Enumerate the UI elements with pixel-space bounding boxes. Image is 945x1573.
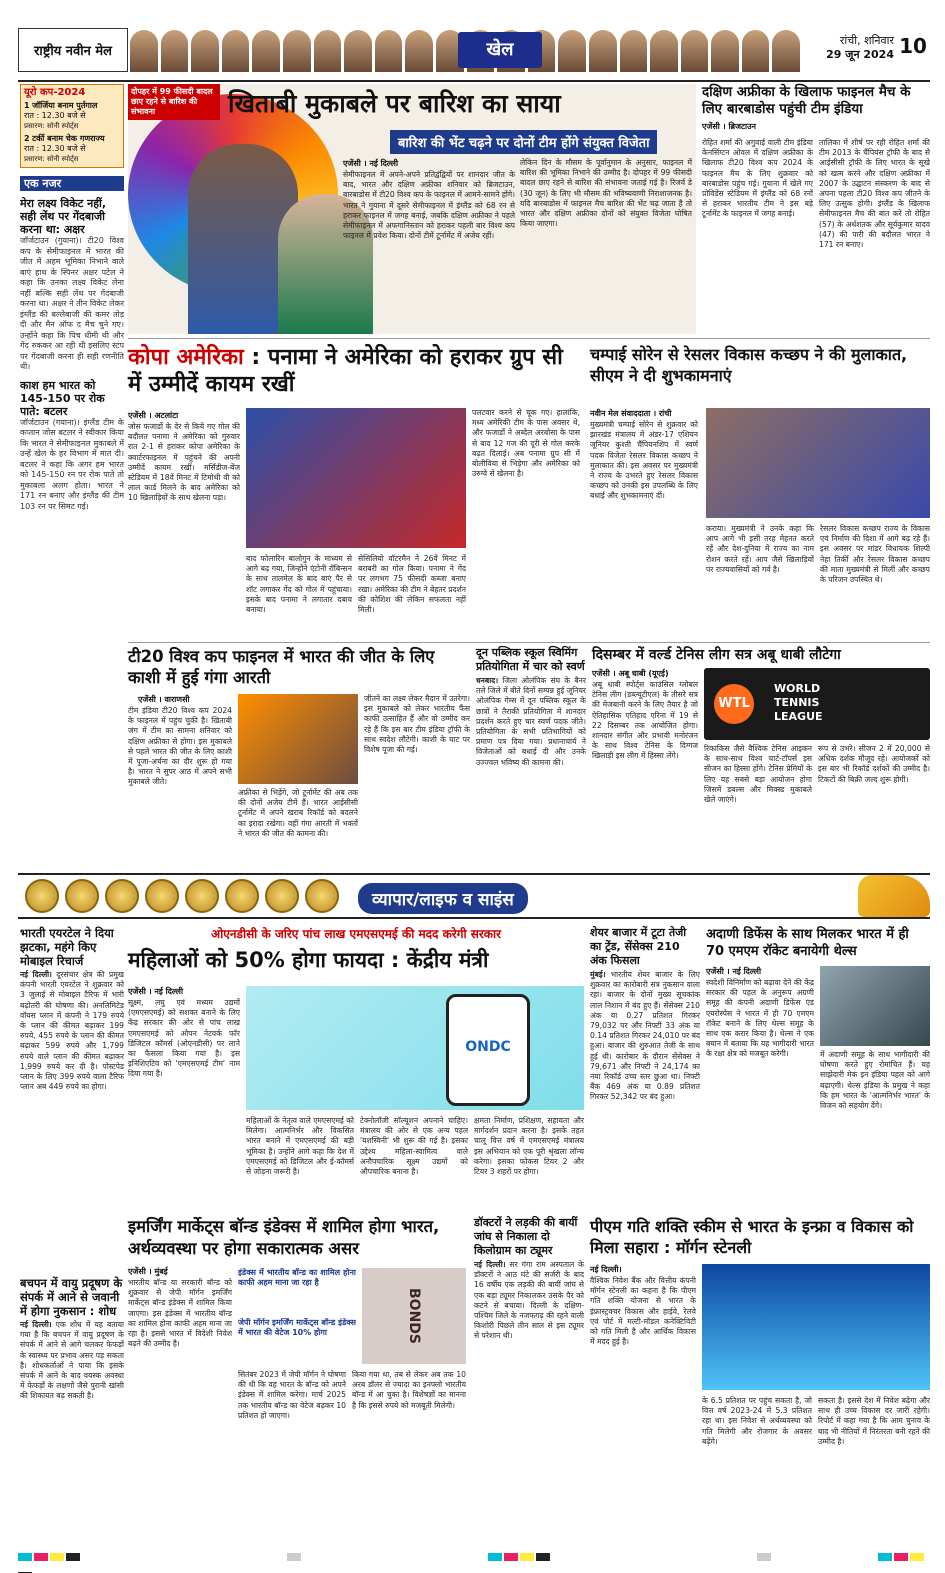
pollution-body: एक शोध में यह बताया गया है कि बचपन में वायु प्रदूषण के संपर्क में आने से आगे चलकर फेफड़ों के स्वास्थ्य पर प्रभाव असर पड़ सकता है। शोधकर्ताओं ने पाया कि इसके संपर्क में आने के बाद वयस्क अवस्था में फेफड़ों के लक्षणों जैसे पुरानी खांसी की शिकायत बढ़ सकती है।: [20, 1320, 124, 1401]
gati-col-1: वैश्विक निवेश बैंक और वित्तीय कंपनी मॉर्गन स्टेनली का कहना है कि पीएम गति शक्ति योजना से भारत के इंफ्रास्ट्रक्चर विकास और हाईवे, रेलवे एवं पोर्ट में मल्टी-मॉडल कनेक्टिविटी को गति मिली है और आर्थिक विकास में मदद हुई है।: [590, 1276, 696, 1347]
pollution-byline: नई दिल्ली।: [20, 1320, 52, 1329]
emerging-headline: इमर्जिंग मार्केट्स बॉन्ड इंडेक्स में शामिल होगा भारत, अर्थव्यवस्था पर होगा सकारात्मक असर: [128, 1217, 440, 1258]
match-2: टर्की बनाम चेक गणराज्य: [32, 134, 105, 143]
varanasi-headline: टी20 विश्व कप फाइनल में भारत की जीत के लिए काशी में हुई गंगा आरती: [128, 647, 435, 687]
hero-headline: खिताबी मुकाबले पर बारिश का साया: [228, 89, 561, 118]
airtel-body: दूरसंचार क्षेत्र की प्रमुख कंपनी भारती एयरटेल ने शुक्रवार को 3 जुलाई से मोबाइल टैरिफ में भारी बढ़ोतरी की घोषणा की। अनलिमिटेड वॉयस प्लान में कंपनी ने 179 रुपये के प्लान की कीमत बढ़ाकर 199 रुपये, 455 रुपये के प्लान की कीमत बढ़ाकर 599 रुपये और 1,799 रुपये वाले प्लान की कीमत बढ़ाकर 1,999 रुपये कर दी है। पोस्टपेड प्लान के लिए 399 रुपये वाला टैरिफ प्लान अब 449 रुपये का होगा।: [20, 970, 124, 1092]
copa-label: कोपा अमेरिका: [128, 345, 244, 370]
match-1-no: 1: [24, 101, 30, 110]
section-label: खेल: [458, 32, 542, 68]
airtel-byline: नई दिल्ली।: [20, 970, 52, 979]
hero-subheadline: बारिश की भेंट चढ़ने पर दोनों टीम होंगे संयुक्त विजेता: [390, 130, 657, 154]
tennis-headline: दिसम्बर में वर्ल्ड टेनिस लीग सत्र अबू धाबी लौटेगा: [592, 647, 841, 663]
copa-col-3: सेसिलियो वॉटरमैन ने 26वें मिनट में बराबरी का गोल किया। पनामा ने गेंद पर लगभग 75 फीसदी कब्जा बनाए रखा। अमेरिका की टीम ने बेहतर प्रदर्शन की कोशिश की लेकिन सफलता नहीं मिली।: [358, 554, 466, 615]
dun-byline: धनबाद।: [476, 676, 499, 685]
pollution-headline: बचपन में वायु प्रदूषण के संपर्क में आने से जवानी में होगा नुकसान : शोध: [20, 1276, 123, 1318]
tennis-story: [592, 646, 930, 868]
wtl-text-3: LEAGUE: [774, 710, 823, 723]
gati-col-3: सकता है। इससे देश में निवेश बढ़ेगा और साथ ही उच्च विकास दर जारी रहेगी। रिपोर्ट में कहा गया है कि आम चुनाव के बाद भी नीतियों में निरंतरता बनी रहने की उम्मीद है।: [818, 1396, 930, 1446]
match-2-no: 2: [24, 134, 30, 143]
page-header: [18, 28, 930, 78]
gati-headline: पीएम गति शक्ति स्कीम से भारत के इन्फ्रा व विकास को मिला सहारा : मॉर्गन स्टेनली: [590, 1217, 914, 1257]
varanasi-col-1: टीम इंडिया टी20 विश्व कप 2024 के फाइनल में पहुंच चुकी है। खिताबी जंग में टीम का सामना शनिवार को दक्षिण अफ्रीका से होगा। इस मुकाबले से पहले भारत की जीत के लिए काशी में पूजा-अर्चना का दौर शुरू हो गया है। भारत ने सुपर आठ में अपने सभी मुकाबले जीते।: [128, 706, 232, 787]
copa-col-2: बाद फोलारिन बालोगुन के माध्यम से आगे बढ़ गया, जिन्होंने एंटोनी रॉबिन्सन के साथ तालमेल के बाद बाएं पैर से शॉट लगाकर गेंद को गोल में पहुंचाया। इसके बाद पनामा ने लगातार दबाव बनाया।: [246, 554, 352, 615]
wtl-text-2: TENNIS: [774, 696, 820, 709]
match-2-broadcast: प्रसारण: सोनी स्पोर्ट्स: [24, 155, 79, 163]
emerging-col-1: भारतीय बॉन्ड या सरकारी बॉन्ड को शुक्रवार से जेपी मॉर्गन इमर्जिंग मार्केट्स बॉन्ड इंडेक्स में शामिल किया जाएगा। इस इंडेक्स में भारतीय बॉन्ड का शामिल होना काफी अहम माना जा रहा है। इससे भारत में विदेशी निवेश बढ़ने की उम्मीद है।: [128, 1278, 232, 1349]
share-byline: मुंबई।: [590, 970, 606, 979]
page-number: 10: [899, 34, 927, 58]
bonds-image: BONDS: [362, 1268, 466, 1364]
sa-col-1: रोहित शर्मा की अगुवाई वाली टीम इंडिया केनसिंग्टन ओवल में दक्षिण अफ्रीका के खिलाफ टी20 विश्व कप 2024 के फाइनल मैच के लिए शुक्रवार को बारबाडोस पहुंच गई। गुयाना में खेले गए प्रोविडेंस स्टेडियम में इंग्लैंड को 68 रनों से हराकर भारतीय टीम ने इस बड़े टूर्नामेंट के फाइनल में जगह बनाई।: [702, 138, 813, 219]
varanasi-story: [128, 646, 470, 868]
date-city: रांची, शनिवार: [839, 34, 894, 47]
ondc-col-3: टेक्नोलॉजी सॉल्यूशन अपनाने चाहिए। मंत्रालय की ओर से एक अन्य पहल 'यशस्विनी' भी शुरू की गई है। इसका उद्देश्य महिला-स्वामित्व वाले अनौपचारिक सूक्ष्म उद्यमों को औपचारिक बनाना है।: [360, 1116, 468, 1177]
left-column: [20, 84, 124, 884]
header-rule: [18, 80, 930, 82]
airtel-headline: भारती एयरटेल ने दिया झटका, महंगे किए मोबाइल रिचार्ज: [20, 926, 114, 968]
buttler-headline: काश हम भारत को 145-150 पर रोक पाते: बटलर: [20, 378, 105, 418]
emerging-bullet-2: जेपी मॉर्गन इमर्जिंग मार्केट्स बॉन्ड इंडेक्स में भारत की वेटेज 10% होगा: [238, 1318, 356, 1338]
champai-story: [590, 344, 930, 640]
hero-col-1: सेमीफाइनल में अपने-अपने प्रतिद्वंद्वियों पर शानदार जीत के बाद, भारत और दक्षिण अफ्रीका शनिवार को ब्रिजटाउन, बारबाडोस में टी20 विश्व कप के फाइनल में आमने-सामने होंगे। भारत ने गुयाना में दूसरे सेमीफाइनल में इंग्लैंड को 68 रन से हराकर फाइनल में जगह बनाई, जबकि दक्षिण अफ्रीका ने पहले सेमीफाइनल में अफगानिस्तान को हराकर पहली बार विश्व कप फाइनल में प्रवेश किया। दोनों टीमें टूर्नामेंट में अजेय रहीं।: [343, 170, 515, 241]
axar-headline: मेरा लक्ष्य विकेट नहीं, सही लेंथ पर गेंदबाजी करना था: अक्षर: [20, 197, 107, 236]
copa-byline: एजेंसी । अटलांटा: [128, 411, 179, 420]
hero-story: [128, 84, 696, 334]
varanasi-col-3: जीतने का लक्ष्य लेकर मैदान में उतरेगा। इस मुकाबले को लेकर भारतीय फैंस काफी उत्साहित हैं और वो उम्मीद कर रहे हैं कि इस बार टीम इंडिया ट्रॉफी के साथ स्वदेश लौटेगी। काशी के घाट पर विशेष पूजा की गई।: [364, 694, 470, 755]
car-image: [858, 875, 930, 917]
ondc-logo: ONDC: [446, 994, 530, 1106]
euro-title: यूरो कप-2024: [24, 87, 86, 98]
dun-story: [476, 646, 586, 868]
copa-col-1: जोस फजार्डो के देर से किये गए गोल की बदौलत पनामा ने अमेरिका को गुरुवार रात 2-1 से हराकर कोपा अमेरिका के क्वार्टरफाइनल में पहुंचने की अपनी उम्मीदें कायम रखीं। मर्सिडीज-बेंज स्टेडियम में 18वें मिनट में टिमोथी वी को लाल कार्ड मिलने के बाद अमेरिका को 10 खिलाड़ियों के साथ खेलना पड़ा।: [128, 422, 240, 503]
adani-byline: एजेंसी । नई दिल्ली: [706, 967, 762, 976]
tennis-col-2: रिकाकिस जैसे वैश्विक टेनिस आइकन के साथ-साथ विश्व चार्ट-टॉपर्स इस सीजन का हिस्सा होंगे। टेनिस प्रेमियों के लिए यह सबसे बड़ा आयोजन होगा जिसमें डबल्स और मिक्स्ड मुकाबले खेले जाएंगे।: [704, 744, 812, 805]
dun-body: जिला ओलंपिक संघ के बैनर तले जिले में बीते दिनों सम्पन्न हुई जूनियर ओलंपिक गेम्स में दून पब्लिक स्कूल के छात्रों ने तैराकी प्रतियोगिता में शानदार प्रदर्शन करते हुए चार स्वर्ण पदक जीते। प्रतियोगिता के सभी प्रतिभागियों को प्रमाण पत्र दिया गया। प्रधानाचार्य ने विजेताओं को बधाई दी और उनके उज्ज्वल भविष्य की कामना की।: [476, 676, 586, 767]
varanasi-byline: एजेंसी । वाराणसी: [138, 695, 190, 704]
section-title: व्यापार/लाइफ व साइंस: [358, 883, 528, 914]
aarti-photo: [238, 694, 358, 784]
emerging-byline: एजेंसी । मुंबई: [128, 1267, 168, 1276]
coins-decor: [22, 875, 342, 921]
buttler-body: जॉर्जटाउन (गयाना)। इंग्लैंड टीम के कप्तान जोस बटलर ने स्वीकार किया कि भारत ने सेमीफाइनल मुकाबले में उन्हें खेल के हर विभाग में मात दी। बटलर ने कहा कि अगर हम भारत को 145-150 रन पर रोक पाते तो मुकाबला अलग होता। भारत ने 171 रन बनाए और इंग्लैंड की टीम 103 रन पर सिमट गई।: [20, 417, 124, 511]
copa-headline: पनामा ने अमेरिका को हराकर ग्रुप सी में उम्मीदें कायम रखीं: [128, 345, 563, 397]
sa-headline: दक्षिण अफ्रीका के खिलाफ फाइनल मैच के लिए बारबाडोस पहुंची टीम इंडिया: [702, 84, 911, 117]
airtel-story: [20, 926, 124, 1542]
hero-col-2: लेकिन दिन के मौसम के पूर्वानुमान के अनुसार, फाइनल में बारिश की भूमिका निभाने की उम्मीद है। दोपहर में 99 फीसदी बादल छाए रहने से बारिश की संभावना जताई गई है। रिजर्व डे (30 जून) के लिए भी मौसम की भविष्यवाणी निराशाजनक है। यदि बारबाडोस में फाइनल मैच बारिश की भेंट चढ़ जाता है तो भारत और दक्षिण अफ्रीका दोनों को संयुक्त विजेता घोषित किया जाएगा।: [520, 158, 692, 229]
tennis-col-1: अबू धाबी स्पोर्ट्स काउंसिल ग्लोबल टेनिस लीग (डब्ल्यूटीएल) के तीसरे सत्र की मेजबानी करने के लिए तैयार है जो ऐतिहासिक एतिहाद एरिना में 19 से 22 दिसम्बर तक आयोजित होगा। शानदार संगीत और प्रभावी मनोरंजन के साथ विश्व टेनिस के दिग्गज खिलाड़ी इस लीग में हिस्सा लेंगे।: [592, 680, 698, 761]
champai-byline: नवीन मेल संवाददाता । रांची: [590, 409, 672, 418]
ondc-image: [246, 986, 584, 1110]
gati-col-2: के 6.5 प्रतिशत पर पहुंच सकता है, जो वित्त वर्ष 2023-24 में 5.3 प्रतिशत रहा था। इस निवेश से अर्थव्यवस्था को गति मिलेगी और रोजगार के अवसर बढ़ेंगे।: [702, 1396, 812, 1446]
match-1-time: रात : 12.30 बजे से: [24, 111, 86, 120]
doctors-body: सर गंगा राम अस्पताल के डॉक्टरों ने आठ घंटे की सर्जरी के बाद 16 वर्षीय एक लड़की की बायीं जांघ से एक बड़ा ट्यूमर निकालकर उसके पैर को कटने से बचाया। दिल्ली के दक्षिण-पश्चिम जिले के नजफगढ़ की रहने वाली किशोरी पिछले तीन साल से इस ट्यूमर से परेशान थी।: [474, 1260, 584, 1341]
champai-photo: [706, 408, 930, 518]
tennis-col-3: रूप से उभरे। सीजन 2 में 20,000 से अधिक दर्शक मौजूद रहे। आयोजकों को इस बार भी रिकॉर्ड दर्शकों की उम्मीद है। टिकटों की बिक्री जल्द शुरू होगी।: [818, 744, 930, 784]
emerging-bullet-1: इंडेक्स में भारतीय बॉन्ड का शामिल होना काफी अहम माना जा रहा है: [238, 1268, 356, 1288]
doctors-story: [474, 1216, 584, 1542]
emerging-col-3: किया गया था, तब से लेकर अब तक 10 अरब डॉलर से ज्यादा का इनफ्लो भारतीय बॉन्ड में आ चुका है। विशेषज्ञों का मानना है कि इससे रुपये को मजबूती मिलेगी।: [352, 1370, 466, 1410]
share-headline: शेयर बाजार में टूटा तेजी का ट्रेंड, सेंसेक्स 210 अंक फिसला: [590, 926, 687, 967]
ondc-story: [128, 926, 584, 1210]
wtl-text-1: WORLD: [774, 682, 821, 695]
match-2-time: रात : 12.30 बजे से: [24, 144, 86, 153]
tennis-byline: एजेंसी । अबू धाबी (यूएई): [592, 669, 669, 678]
adani-col-1: स्वदेशी विनिर्माण को बढ़ावा देने की केंद्र सरकार की पहल के अनुरूप अग्रणी समूह की कंपनी अदाणी डिफेंस एंड एयरोस्पेस ने भारत में ही 70 एमएम रॉकेट बनाने के लिए थेल्स समूह के साथ एक करार किया है। थेल्स ने एक बयान में बताया कि यह भागीदारी भारत के रक्षा क्षेत्र को मजबूत करेगी।: [706, 978, 814, 1059]
euro-schedule: [20, 84, 124, 168]
date-text: 29 जून 2024: [826, 48, 894, 61]
masthead-logo: राष्ट्रीय नवीन मेल: [18, 28, 128, 72]
doctors-headline: डॉक्टरों ने लड़की की बायीं जांघ से निकाला दो किलोग्राम का ट्यूमर: [474, 1216, 578, 1257]
sa-col-2: तालिका में शीर्ष पर रही रोहित शर्मा की टीम 2013 के चैंपियंस ट्रॉफी के बाद से आईसीसी ट्रॉफी के लिए भारत के सूखे को खत्म करने और दक्षिण अफ्रीका में 2007 के उद्घाटन संस्करण के बाद से अपना पहला टी20 विश्व कप जीतने के लिए उत्सुक होगी। इंग्लैंड के खिलाफ सेमीफाइनल मैच की बात करें तो रोहित (57) के अर्धशतक और सूर्यकुमार यादव (47) की पारी की बदौलत भारत ने 171 रन बनाए।: [819, 138, 930, 250]
ondc-col-1: सूक्ष्म, लघु एवं मध्यम उद्यमों (एमएसएमई) को सशक्त बनाने के लिए केंद्र सरकार की ओर से पांच लाख एमएसएमई को ओपन नेटवर्क फॉर डिजिटल कॉमर्स (ओएनडीसी) पर लाने का फैसला किया गया है। इस इनिशिएटिव को 'एमएसएमई टीम' नाम दिया गया है।: [128, 998, 240, 1079]
ondc-byline: एजेंसी । नई दिल्ली: [128, 987, 184, 996]
ondc-headline: महिलाओं को 50% होगा फायदा : केंद्रीय मंत्री: [128, 948, 489, 972]
copa-story: कोपा अमेरिका : पनामा ने अमेरिका को हराकर ग्रुप सी में उम्मीदें कायम रखीं एजेंसी । अटलांटा जोस फजार्डो के देर से किये गए गोल की बदौलत पनामा ने अमेरिका को गुरुवार रात 2-1 से हराकर कोपा अमेरिका के क्वार्टरफाइनल में पहुंचने की अपनी उम्मीदें कायम रखीं। मर्सिडीज-बेंज स्टेडियम में 18वें मिनट में टिमोथी वी को लाल कार्ड मिलने के बाद अमेरिका को 10 खिलाड़ियों के साथ खेलना पड़ा। बाद फोलारिन बालोगुन के माध्यम से आगे बढ़ गया, जिन्होंने एंटोनी रॉबिन्सन के साथ तालमेल के बाद बाएं पैर से शॉट लगाकर गेंद को गोल में पहुंचाया। इसके बाद पनामा ने लगातार दबाव बनाया। सेसिलियो वॉटरमैन ने 26वें मिनट में बराबरी का गोल किया। पनामा ने गेंद पर लगभग 75 फीसदी कब्जा बनाए रखा। अमेरिका की टीम ने बेहतर प्रदर्शन की कोशिश की लेकिन सफलता नहीं मिली। पलटवार करने से चूक गए। हालांकि, मध्य अमेरिकी टीम के पास अवसर थे, और फजार्डो ने अब्देल अरबोसा के पास से बाद 12 गज की दूरी से गोल करके बढ़त दिलाई। अब पनामा ग्रुप सी में बोलीविया से भिड़ेगा और अमेरिका को उरुग्वे से खेलना है।: [128, 344, 582, 640]
emerging-box: [238, 1268, 466, 1364]
gati-byline: नई दिल्ली।: [590, 1265, 622, 1274]
varanasi-col-2: अफ्रीका से भिड़ेंगे, जो टूर्नामेंट की अब तक की दोनों अजेय टीमें हैं। भारत आईसीसी टूर्नामेंट में अपने खराब रिकॉर्ड को बदलने का इरादा रखेगा। वहीं गंगा आरती में भक्तों ने भारत की जीत की कामना की।: [238, 788, 358, 838]
ek-najar-label: एक नजर: [20, 176, 124, 191]
gati-story: [590, 1216, 930, 1542]
share-story: [590, 926, 700, 1210]
match-1-broadcast: प्रसारण: सोनी स्पोर्ट्स: [24, 122, 79, 130]
weather-tag: दोपहर में 99 फीसदी बादल छाए रहने से बारिश की संभावना: [128, 84, 220, 120]
adani-col-2: में अदाणी समूह के साथ भागीदारी की घोषणा करते हुए रोमांचित हैं। यह साझेदारी मेक इन इंडिया पहल को आगे बढ़ाएगी। थेल्स इंडिया के प्रमुख ने कहा कि हम भारत के 'आत्मनिर्भर भारत' के विजन को सहयोग देंगे।: [820, 1050, 930, 1111]
gati-photo: [702, 1264, 930, 1390]
sa-story: [702, 84, 930, 334]
ondc-col-2: महिलाओं के नेतृत्व वाले एमएसएमई को मिलेगा। आत्मनिर्भर और विकसित भारत बनाने में एमएसएमई की बड़ी भूमिका है। उन्होंने आगे कहा कि देश में एमएसएमई को डिजिटल और ई-कॉमर्स से जोड़ना जरूरी है।: [246, 1116, 354, 1177]
adani-photo: [820, 966, 930, 1046]
axar-body: जॉर्जटाउन (गुयाना)। टी20 विश्व कप के सेमीफाइनल में भारत की जीत में अहम भूमिका निभाने वाले बाएं हाथ के स्पिनर अक्षर पटेल ने कहा कि उनका लक्ष्य विकेट लेना नहीं बल्कि सही लेंथ पर गेंदबाजी करना था। अक्षर ने तीन विकेट लेकर इंग्लैंड की बल्लेबाजी की कमर तोड़ दी और मैन ऑफ द मैच चुने गए। उन्होंने कहा कि पिच धीमी थी और गेंद रुककर आ रही थी इसलिए स्टंप पर गेंदबाजी करना ही सही रणनीति थी।: [20, 236, 124, 371]
share-body: भारतीय शेयर बाजार के लिए शुक्रवार का कारोबारी सत्र नुकसान वाला रहा। बाजार के दोनों मुख्य सूचकांक लाल निशान में बंद हुए हैं। सेंसेक्स 210 अंक या 0.27 प्रतिशत गिरकर 79,032 पर और निफ्टी 33 अंक या 0.14 प्रतिशत गिरकर 24,010 पर बंद हुआ। बाजार की शुरुआत तेजी के साथ हुई थी। कारोबार के दौरान सेंसेक्स ने 79,671 और निफ्टी ने 24,174 का नया रिकॉर्ड उच्च स्तर छुआ था। निफ्टी बैंक 469 अंक या 0.89 प्रतिशत गिरकर 52,342 पर बंद हुआ।: [590, 970, 700, 1102]
match-1: जॉर्जिया बनाम पुर्तगाल: [32, 101, 98, 110]
print-marks: [18, 1546, 930, 1556]
champai-headline: चम्पाई सोरेन से रेसलर विकास कच्छप ने की मुलाकात, सीएम ने दी शुभकामनाएं: [590, 345, 908, 385]
emerging-story: [128, 1216, 466, 1542]
copa-col-4: पलटवार करने से चूक गए। हालांकि, मध्य अमेरिकी टीम के पास अवसर थे, और फजार्डो ने अब्देल अरबोसा के पास से बाद 12 गज की दूरी से गोल करके बढ़त दिलाई। अब पनामा ग्रुप सी में बोलीविया से भिड़ेगा और अमेरिका को उरुग्वे से खेलना है।: [472, 408, 580, 479]
champai-col-1: मुख्यमंत्री चम्पाई सोरेन से शुक्रवार को झारखंड मंत्रालय में अंडर-17 एशियन जूनियर कुश्ती चैंपियनशिप में स्वर्ण पदक विजेता रेसलर विकास कच्छप ने मुलाकात की। इस अवसर पर मुख्यमंत्री ने राज्य के उभरते हुए रेसलर विकास कच्छप को उनकी इस उपलब्धि के लिए बधाई और शुभकामनाएं दीं।: [590, 420, 698, 501]
champai-col-3: रेसलर विकास कच्छप राज्य के विकास एवं निर्माण की दिशा में आगे बढ़ रहे हैं। इस अवसर पर मांडर विधायक शिल्पी नेहा तिर्की और रेसलर विकास कच्छप की माता मुख्यमंत्री से मिलीं और कच्छप के परिजन उपस्थित थे।: [820, 524, 930, 585]
doctors-byline: नई दिल्ली।: [474, 1260, 506, 1269]
champai-col-2: कराया। मुख्यमंत्री ने उनके कहा कि आप आगे भी इसी तरह मेहनत करते रहें और देश-दुनिया में राज्य का नाम रोशन करते रहें। आप जैसे खिलाड़ियों पर राज्यवासियों को गर्व है।: [706, 524, 814, 574]
dun-headline: दून पब्लिक स्कूल स्विमिंग प्रतियोगिता में चार को स्वर्ण: [476, 646, 585, 673]
ondc-kicker: ओएनडीसी के जरिए पांच लाख एमएसएमई की मदद करेगी सरकार: [210, 927, 502, 941]
adani-headline: अदाणी डिफेंस के साथ मिलकर भारत में ही 70 एमएम रॉकेट बनायेगी थेल्स: [706, 927, 909, 959]
section-strip: [18, 873, 930, 919]
emerging-col-2: सितंबर 2023 में जेपी मॉर्गन ने घोषणा की थी कि वह भारत के बॉन्ड को अपने इंडेक्स में शामिल करेगा। मार्च 2025 तक भारतीय बॉन्ड का वेटेज बढ़कर 10 प्रतिशत हो जाएगा।: [238, 1370, 346, 1420]
adani-story: [706, 926, 930, 1210]
date-block: [804, 34, 894, 62]
ondc-col-4: क्षमता निर्माण, प्रशिक्षण, सहायता और मार्गदर्शन प्रदान करना है। इसके तहत चालू वित्त वर्ष में एमएसएमई मंत्रालय इस अभियान को एक पूरी श्रृंखला लॉन्च करेगा। इसका फोकस टियर 2 और टियर 3 शहरों पर होगा।: [474, 1116, 584, 1177]
hero-byline: एजेंसी । नई दिल्ली: [343, 159, 399, 168]
sa-byline: एजेंसी । ब्रिजटाउन: [702, 122, 756, 131]
copa-photo: [246, 408, 466, 548]
wtl-logo: [704, 668, 930, 740]
wtl-mark: WTL: [714, 684, 754, 724]
